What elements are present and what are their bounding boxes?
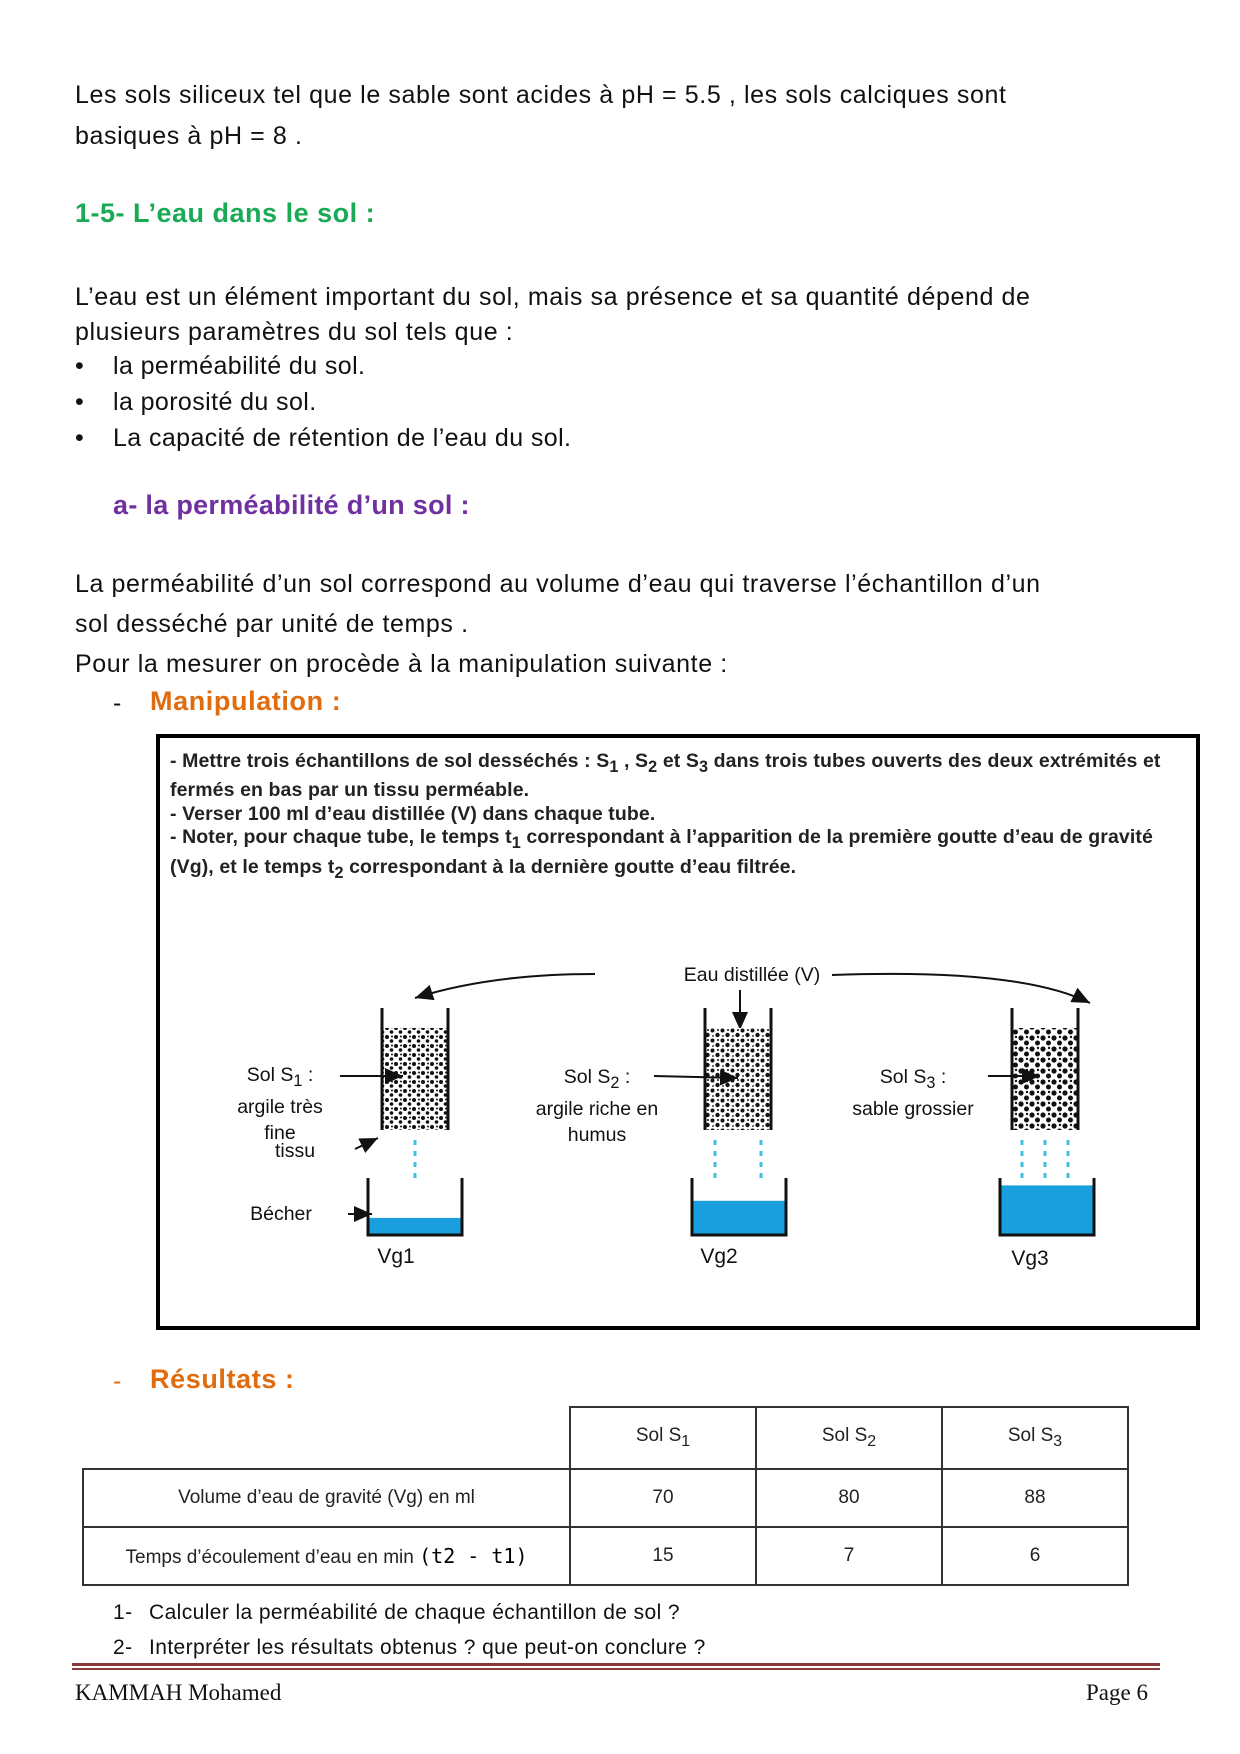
footer-rule: [72, 1663, 1160, 1670]
header-s1: Sol $S_1$: [570, 1407, 756, 1469]
section-title: 1-5- L’eau dans le sol :: [75, 198, 376, 228]
table-row: [83, 1527, 1128, 1585]
questions-list: [113, 1595, 706, 1665]
s2-label: Sol $S_2$ : argile riche en humus: [535, 1066, 659, 1146]
s2-soil: [705, 1028, 771, 1130]
header-s2: Sol $S_2$: [756, 1407, 942, 1469]
vg2-label: Vg2: [700, 1245, 738, 1268]
list-item-text: La capacité de rétention de l’eau du sol.: [113, 424, 572, 452]
row-label-volume: Volume d’eau de gravité (Vg) en ml: [83, 1469, 570, 1527]
s3-label: Sol $S_3$ : sable grossier: [852, 1066, 974, 1120]
intro-line-2: basiques à pH = 8 .: [75, 122, 303, 150]
list-item: [75, 348, 571, 384]
bullet-icon: •: [75, 388, 85, 416]
definition-line-1: La perméabilité d’un sol correspond au volume d’eau qui traverse l’échantillon d’un: [75, 570, 1041, 598]
definition-line-3: Pour la mesurer on procède à la manipulation suivante :: [75, 650, 728, 678]
list-item: [75, 384, 571, 420]
results-table: [82, 1406, 1129, 1586]
header-s3: Sol $S_3$: [942, 1407, 1128, 1469]
list-item: 2- Interpréter les résultats obtenus ? que peut-on conclure ?: [113, 1636, 706, 1659]
results-title: Résultats :: [150, 1364, 295, 1394]
instruction-2: - Verser 100 ml d’eau distillée (V) dans chaque tube.: [170, 802, 656, 825]
list-item: 1- Calculer la perméabilité de chaque échantillon de sol ?: [113, 1601, 680, 1624]
s3-beaker-water: [1000, 1185, 1094, 1235]
left-arrow: [415, 974, 595, 998]
water-label: Eau distillée (V): [683, 964, 821, 986]
subsection-title: a- la perméabilité d’un sol :: [113, 490, 470, 520]
list-item-text: la perméabilité du sol.: [113, 352, 366, 380]
section-para-line-1: L’eau est un élément important du sol, mais sa présence et sa quantité dépend de: [75, 283, 1031, 311]
s1-label: Sol $S_1$ : argile très fine: [237, 1064, 323, 1144]
results-dash: -: [113, 1367, 122, 1395]
vg1-label: Vg1: [377, 1245, 415, 1268]
list-item-text: la porosité du sol.: [113, 388, 317, 416]
manipulation-title: Manipulation :: [150, 686, 342, 716]
bullet-icon: •: [75, 352, 85, 380]
bullet-icon: •: [75, 424, 85, 452]
table-header-row: [83, 1407, 1128, 1469]
right-arrow: [832, 974, 1090, 1003]
intro-line-1: Les sols siliceux tel que le sable sont acides à pH = 5.5 , les sols calciques sont: [75, 81, 1007, 109]
row-label-time: Temps d’écoulement d’eau en min (t2 - t1): [83, 1527, 570, 1585]
manipulation-dash: -: [113, 689, 122, 717]
s3-soil: [1012, 1028, 1078, 1130]
table-cell: 15: [570, 1527, 756, 1585]
manipulation-box: [156, 734, 1200, 1330]
footer-author: KAMMAH Mohamed: [75, 1680, 282, 1705]
definition-line-2: sol desséché par unité de temps .: [75, 610, 469, 638]
becher-label: Bécher: [250, 1203, 312, 1225]
footer-page-number: Page 6: [1086, 1680, 1148, 1705]
s2-beaker-water: [692, 1201, 786, 1235]
instruction-3: - Noter, pour chaque tube, le temps $t_1$ correspondant à l’apparition de la première goutte d’eau de gravité (Vg), et le temps $t_2$ correspondant à la dernière goutte d’eau filtrée.: [170, 826, 1153, 882]
table-cell: 80: [756, 1469, 942, 1527]
s1-soil: [382, 1028, 448, 1130]
list-item: [75, 420, 571, 456]
table-cell: 6: [942, 1527, 1128, 1585]
table-cell: 88: [942, 1469, 1128, 1527]
table-cell: 7: [756, 1527, 942, 1585]
tissu-label: tissu: [274, 1140, 316, 1162]
vg3-label: Vg3: [1011, 1247, 1049, 1270]
table-row: [83, 1469, 1128, 1527]
s1-beaker-water: [368, 1218, 462, 1235]
instruction-1: - Mettre trois échantillons de sol desséchés : $S_1$ , $S_2$ et $S_3$ dans trois tubes ouverts des deux extrémités et fermés en bas par un tissu perméable.: [170, 750, 1161, 802]
table-cell: 70: [570, 1469, 756, 1527]
section-para-line-2: plusieurs paramètres du sol tels que :: [75, 318, 514, 346]
permeability-diagram: [160, 738, 1196, 1326]
bullet-list: [75, 348, 571, 456]
